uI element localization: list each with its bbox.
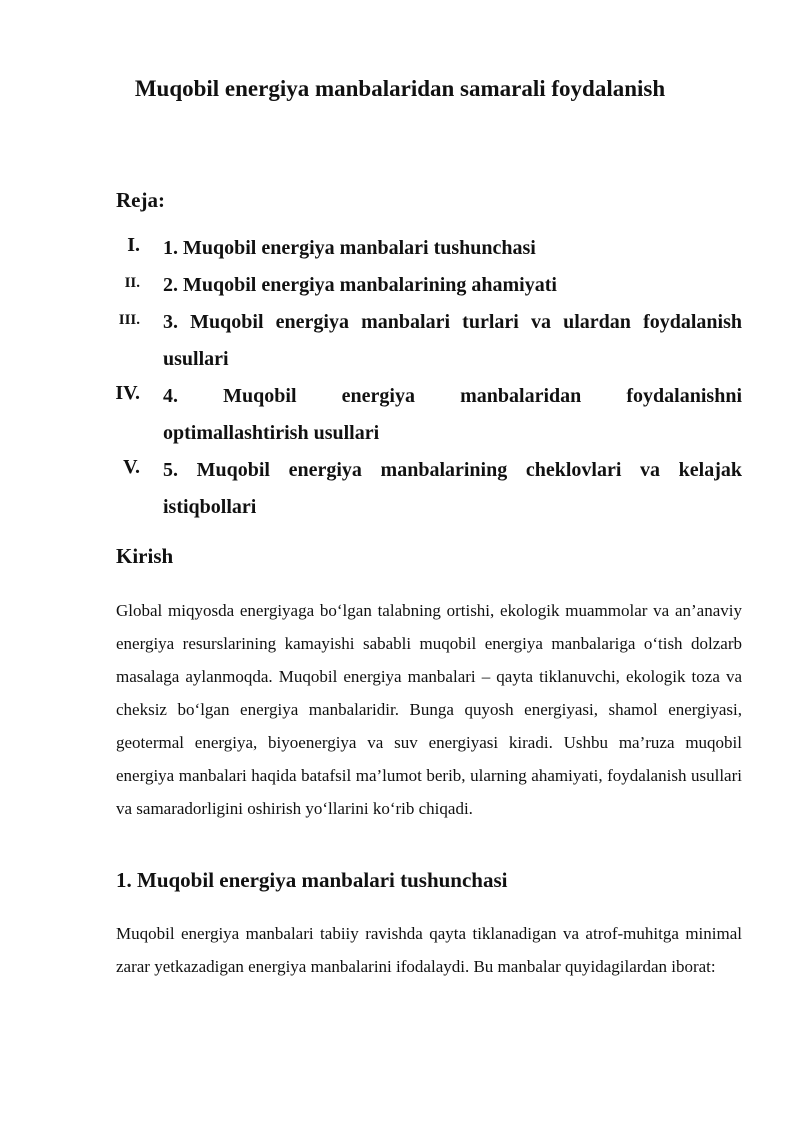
intro-paragraph: Global miqyosda energiyaga bo‘lgan talabning ortishi, ekologik muammolar va an’anaviy energiya resurslarining kamayishi sababli muqobil energiya manbalariga o‘tish dolzarb masalaga aylanmoqda. Muqobil energiya manbalari – qayta tiklanuvchi, ekologik toza va cheksiz bo‘lgan energiya manbalaridir. Bunga quyosh energiyasi, shamol energiyasi, geotermal energiya, biyoenergiya va suv energiyasi kiradi. Ushbu ma’ruza muqobil energiya manbalari haqida batafsil ma’lumot berib, ularning ahamiyati, foydalanish usullari va samaradorligini oshirish yo‘llarini ko‘rib chiqadi. xyxy=(116,601,742,818)
plan-list xyxy=(0,230,800,526)
plan-item-5 xyxy=(0,452,800,526)
plan-numeral: IV. xyxy=(115,382,140,404)
section-1-paragraph: Muqobil energiya manbalari tabiiy ravishda qayta tiklanadigan va atrof-muhitga minimal zarar yetkazadigan energiya manbalarini ifodalaydi. Bu manbalar quyidagilardan iborat: xyxy=(116,924,742,976)
document-title: Muqobil energiya manbalaridan samarali foydalanish xyxy=(134,76,666,101)
intro-heading: Kirish xyxy=(116,544,174,568)
plan-item-text-line1: 4. Muqobil energiya manbalaridan foydalanishni xyxy=(163,385,742,407)
plan-item-text: 1. Muqobil energiya manbalari tushunchasi xyxy=(163,237,536,259)
section-1-heading: 1. Muqobil energiya manbalari tushunchasi xyxy=(116,868,508,892)
plan-item-text-line2: optimallashtirish usullari xyxy=(163,422,380,444)
plan-numeral: III. xyxy=(118,312,140,328)
plan-numeral: V. xyxy=(123,456,140,478)
plan-item-4 xyxy=(0,378,800,452)
plan-item-text: 2. Muqobil energiya manbalarining ahamiyati xyxy=(163,274,557,296)
plan-numeral: I. xyxy=(127,234,140,256)
plan-item-1 xyxy=(0,230,800,267)
plan-item-text: 3. Muqobil energiya manbalari turlari va ulardan foydalanish usullari xyxy=(163,311,742,370)
plan-item-3 xyxy=(0,304,800,378)
plan-item-2 xyxy=(0,267,800,304)
plan-item-text: 5. Muqobil energiya manbalarining cheklovlari va kelajak istiqbollari xyxy=(163,459,742,518)
plan-heading: Reja: xyxy=(116,188,165,212)
plan-numeral: II. xyxy=(124,275,140,291)
